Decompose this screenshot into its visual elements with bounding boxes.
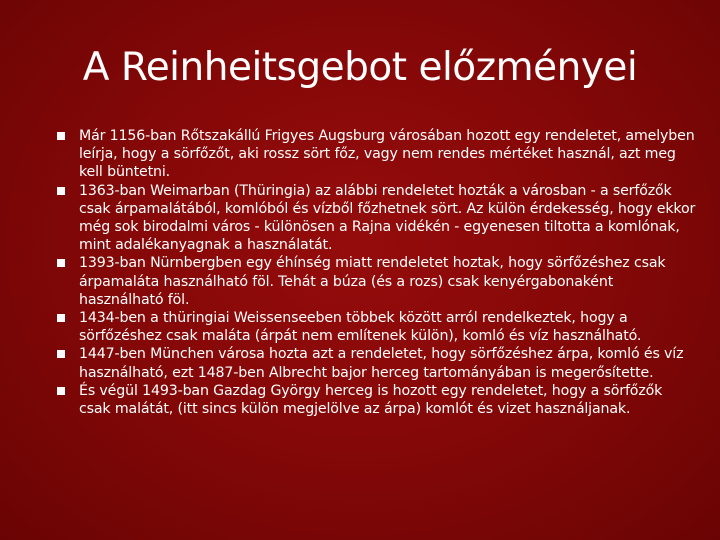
square-bullet-icon [57, 387, 65, 395]
square-bullet-icon [57, 259, 65, 267]
bullet-text: 1363-ban Weimarban (Thüringia) az alábbi rendeletet hozták a városban - a serfőzők csak árpamalátából, komlóból és vízből főzhetnek sört. Az külön érdekesség, hogy ekkor még sok birodalmi város - különösen a Rajna vidékén - egyenesen tiltotta a komlónak, mint adalékanyagnak a használatát. [79, 182, 696, 254]
bullet-text: 1447-ben München városa hozta azt a rendeletet, hogy sörfőzéshez árpa, komló és víz használható, ezt 1487-ben Albrecht bajor herceg tartományában is megerősítette. [79, 346, 684, 381]
square-bullet-icon [57, 187, 65, 195]
bullet-text: Már 1156-ban Rőtszakállú Frigyes Augsburg városában hozott egy rendeletet, amelyben leírja, hogy a sörfőzőt, aki rossz sört főz, vagy nem rendes mértéket használ, azt meg kell büntetni. [79, 128, 695, 181]
bullet-text: 1393-ban Nürnbergben egy éhínség miatt rendeletet hoztak, hogy sörfőzéshez csak árpamaláta használható föl. Tehát a búza (és a rozs) csak kenyérgabonaként használható föl. [79, 255, 666, 308]
square-bullet-icon [57, 314, 65, 322]
bullet-text: 1434-ben a thüringiai Weissenseeben többek között arról rendelkeztek, hogy a sörfőzéshez csak maláta (árpát nem említenek külön), komló és víz használható. [79, 310, 642, 345]
square-bullet-icon [57, 350, 65, 358]
list-item [56, 309, 696, 345]
list-item [56, 182, 696, 255]
list-item [56, 345, 696, 381]
list-item [56, 254, 696, 309]
bullet-text: És végül 1493-ban Gazdag György herceg is hozott egy rendeletet, hogy a sörfőzők csak malátát, (itt sincs külön megjelölve az árpa) komlót és vizet használjanak. [79, 382, 663, 418]
slide-title: A Reinheitsgebot előzményei [82, 45, 638, 90]
bullet-list [56, 127, 696, 418]
list-item [56, 127, 696, 182]
square-bullet-icon [57, 132, 65, 140]
list-item [56, 382, 696, 418]
